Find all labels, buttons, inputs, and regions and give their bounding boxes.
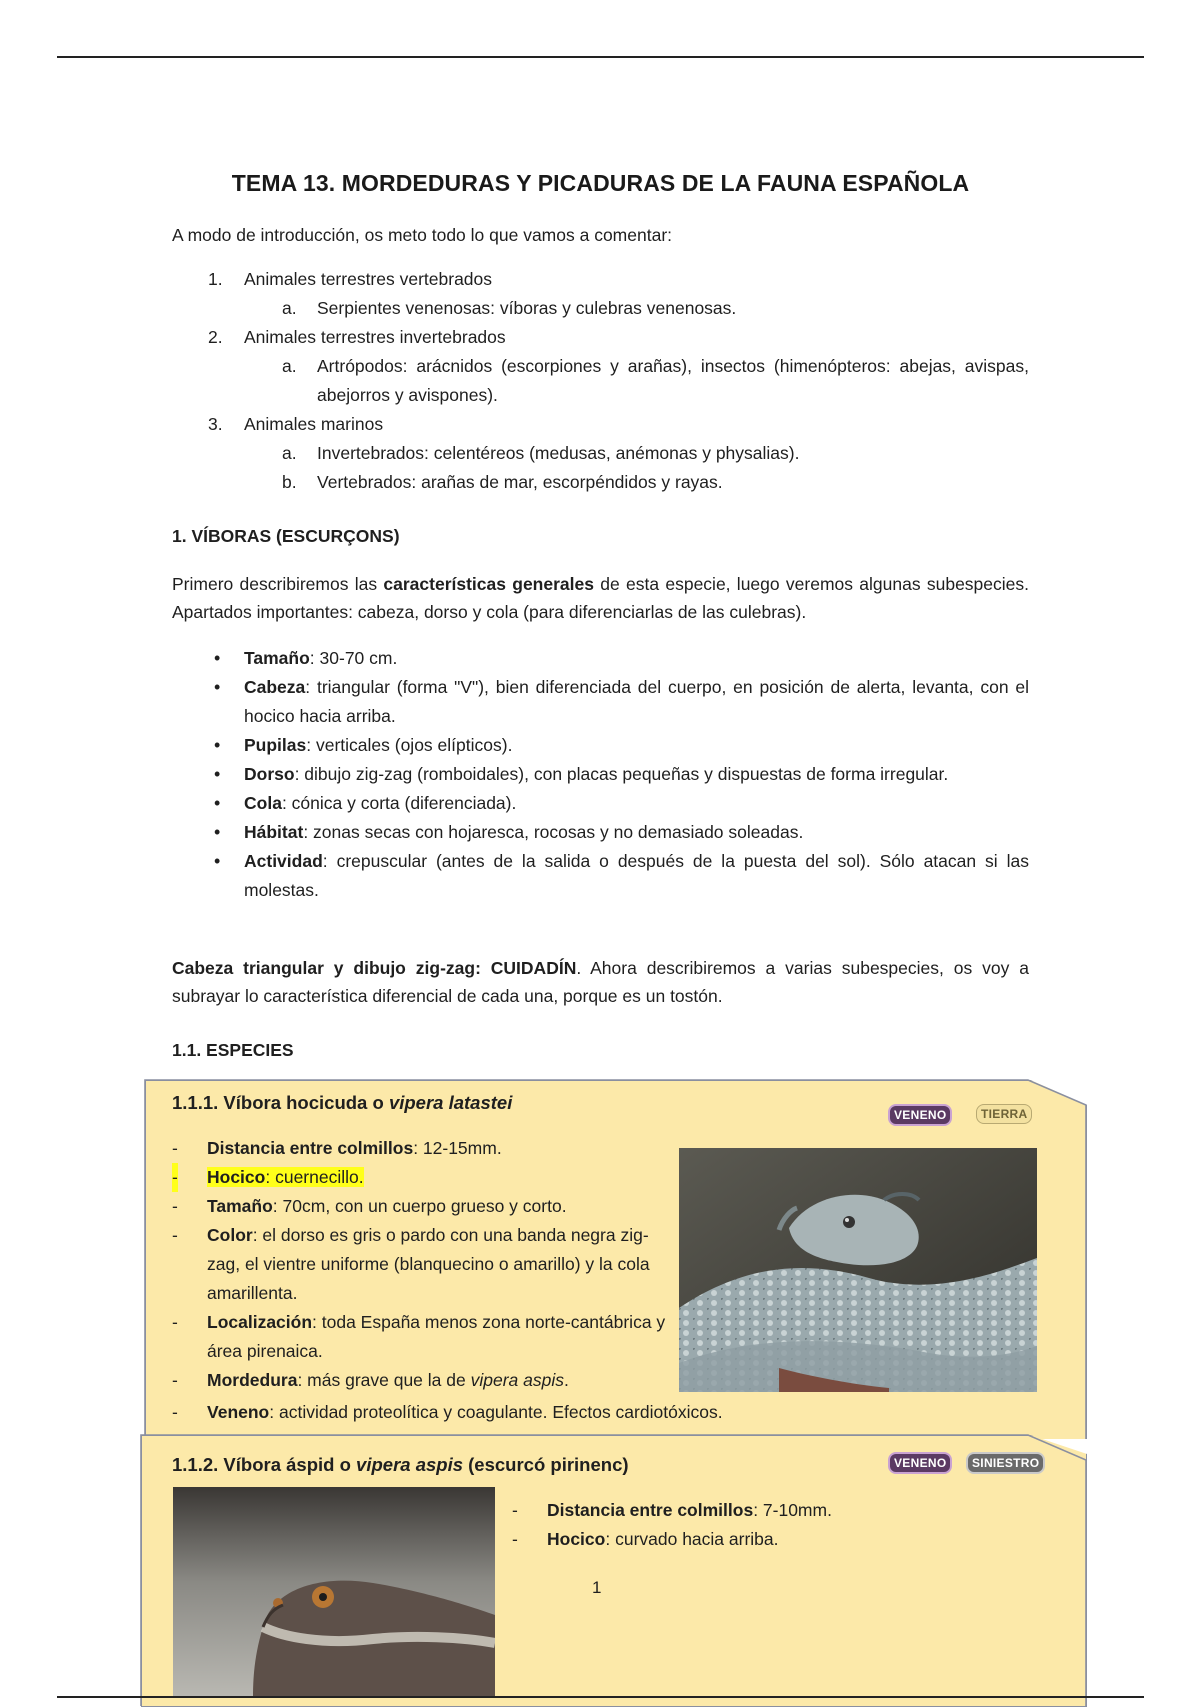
bottom-rule: [57, 1696, 1144, 1698]
section-paragraph: Primero describiremos las características generales de esta especie, luego veremos algunas subespecies. Apartados importantes: cabeza, dorso y cola (para diferenciarlas de las culebras).: [172, 574, 1030, 622]
venom-badge: VENENO: [888, 1104, 952, 1126]
species-title: 1.1.2. Víbora áspid o vipera aspis (escurcó pirinenc): [172, 1454, 629, 1475]
warning-paragraph: Cabeza triangular y dibujo zig-zag: CUIDADÍN. Ahora describiremos a varias subespecies, os voy a subrayar lo característica diferencial de cada una, porque es un tostón.: [172, 958, 1029, 1006]
outline-item: 2. Animales terrestres invertebrados: [208, 327, 506, 347]
outline-list: [172, 265, 1029, 497]
species-traits-list: [512, 1496, 972, 1554]
outline-subitem: a. Artrópodos: arácnidos (escorpiones y arañas), insectos (himenópteros: abejas, avispas, abejorros y avispones).: [282, 356, 1029, 405]
earth-type-badge: TIERRA: [976, 1104, 1032, 1124]
outline-subitem: a. Serpientes venenosas: víboras y culebras venenosas.: [282, 298, 737, 318]
species-venom-line: [172, 1398, 1032, 1427]
characteristics-list: [172, 644, 1029, 905]
list-item: - Localización: toda España menos zona norte-cantábrica y área pirenaica.: [172, 1312, 666, 1361]
list-item: • Cola: cónica y corta (diferenciada).: [214, 793, 517, 813]
list-item: • Tamaño: 30-70 cm.: [214, 648, 398, 668]
outline-item: 3. Animales marinos: [208, 414, 384, 434]
viper-aspis-photo: [173, 1487, 495, 1697]
list-item: - Distancia entre colmillos: 12-15mm.: [172, 1138, 502, 1158]
species-title: 1.1.1. Víbora hocicuda o vipera latastei: [172, 1092, 513, 1113]
list-item: - Veneno: actividad proteolítica y coagulante. Efectos cardiotóxicos.: [172, 1402, 723, 1422]
list-item: • Hábitat: zonas secas con hojaresca, rocosas y no demasiado soleadas.: [214, 822, 804, 842]
list-item: - Hocico: curvado hacia arriba.: [512, 1529, 779, 1549]
page-number: 1: [592, 1578, 602, 1597]
top-rule: [57, 56, 1144, 58]
subsection-heading: 1.1. ESPECIES: [172, 1040, 294, 1060]
page-title: TEMA 13. MORDEDURAS Y PICADURAS DE LA FAUNA ESPAÑOLA: [231, 170, 970, 196]
list-item: • Cabeza: triangular (forma "V"), bien diferenciada del cuerpo, en posición de alerta, levanta, con el hocico hacia arriba.: [214, 677, 1029, 726]
outline-subitem: a. Invertebrados: celentéreos (medusas, anémonas y physalias).: [282, 443, 800, 463]
list-item: • Pupilas: verticales (ojos elípticos).: [214, 735, 513, 755]
sinister-type-badge: SINIESTRO: [966, 1452, 1045, 1474]
outline-item: 1. Animales terrestres vertebrados: [208, 269, 493, 289]
list-item: - Mordedura: más grave que la de vipera aspis.: [172, 1370, 569, 1390]
list-item: - Tamaño: 70cm, con un cuerpo grueso y corto.: [172, 1196, 567, 1216]
intro-paragraph: A modo de introducción, os meto todo lo que vamos a comentar:: [172, 225, 673, 245]
outline-subitem: b. Vertebrados: arañas de mar, escorpéndidos y rayas.: [282, 472, 723, 492]
venom-badge: VENENO: [888, 1452, 952, 1474]
section-heading: 1. VÍBORAS (ESCURÇONS): [172, 526, 400, 546]
list-item: - Color: el dorso es gris o pardo con una banda negra zig-zag, el vientre uniforme (blanquecino o amarillo) y la cola amarillenta.: [172, 1225, 650, 1303]
species-traits-list: [172, 1134, 672, 1395]
list-item: • Dorso: dibujo zig-zag (romboidales), con placas pequeñas y dispuestas de forma irregular.: [214, 764, 949, 784]
list-item: - Hocico: cuernecillo.: [172, 1163, 672, 1192]
viper-latastei-photo: [679, 1148, 1037, 1392]
list-item: - Distancia entre colmillos: 7-10mm.: [512, 1500, 832, 1520]
list-item: • Actividad: crepuscular (antes de la salida o después de la puesta del sol). Sólo atacan si las molestas.: [214, 851, 1029, 900]
